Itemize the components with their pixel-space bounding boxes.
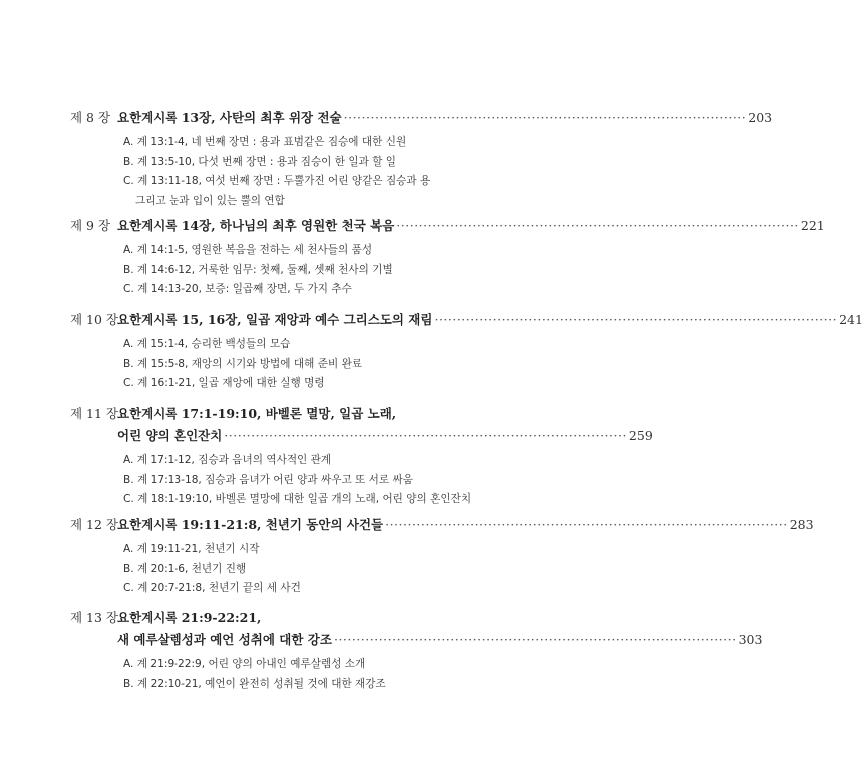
section-list	[123, 540, 460, 599]
page-number: 259	[628, 428, 653, 443]
chapter-8-entry	[70, 108, 773, 211]
chapter-title-line[interactable]	[117, 426, 653, 444]
chapter-number: 제 12 장	[70, 517, 119, 532]
section-item: A. 계 14:1-5, 영원한 복음을 전하는 세 천사들의 품성	[123, 244, 373, 256]
chapter-number: 제 11 장	[70, 406, 119, 421]
chapter-title: 어린 양의 혼인잔치	[117, 428, 223, 443]
section-list	[123, 451, 472, 510]
chapter-title-line1[interactable]: 요한계시록 17:1-19:10, 바벨론 멸망, 일곱 노래,	[117, 406, 397, 421]
section-item: C. 계 16:1-21, 일곱 재앙에 대한 실행 명령	[123, 377, 325, 389]
leader-dots: ··························································································	[333, 632, 737, 647]
section-list	[123, 133, 460, 211]
section-list	[123, 335, 460, 394]
section-item: A. 계 15:1-4, 승리한 백성들의 모습	[123, 338, 291, 350]
page-number: 221	[800, 218, 825, 233]
chapter-title-line1[interactable]: 요한계시록 21:9-22:21,	[117, 610, 262, 625]
leader-dots: ··························································································	[434, 312, 838, 327]
chapter-13-entry	[70, 608, 763, 694]
chapter-11-entry	[70, 404, 653, 510]
section-item: A. 계 19:11-21, 천년기 시작	[123, 543, 260, 555]
page-number: 203	[748, 110, 773, 125]
chapter-title: 요한계시록 19:11-21:8, 천년기 동안의 사건들	[117, 517, 384, 532]
section-item: A. 계 21:9-22:9, 어린 양의 아내인 예루살렘성 소개	[123, 658, 366, 670]
section-item: A. 계 17:1-12, 짐승과 음녀의 역사적인 관계	[123, 454, 332, 466]
chapter-12-entry	[70, 515, 814, 599]
chapter-number: 제 8 장	[70, 110, 111, 125]
chapter-title: 요한계시록 13장, 사탄의 최후 위장 전술	[117, 110, 342, 125]
leader-dots: ··························································································	[224, 428, 627, 443]
section-item: B. 계 20:1-6, 천년기 진행	[123, 562, 247, 575]
chapter-title-line[interactable]	[117, 630, 762, 648]
section-item: A. 계 13:1-4, 네 번째 장면 : 용과 표범같은 짐승에 대한 신원	[123, 136, 407, 148]
section-item: C. 계 20:7-21:8, 천년기 끝의 세 사건	[123, 582, 301, 594]
chapter-9-entry	[70, 216, 825, 300]
chapter-title-line[interactable]	[117, 310, 863, 328]
section-item-continuation: 그리고 눈과 입이 있는 뿔의 연합	[135, 194, 285, 207]
section-item: B. 계 13:5-10, 다섯 번째 장면 : 용과 짐승이 한 일과 할 일	[123, 155, 397, 168]
section-item: C. 계 14:13-20, 보증: 일곱째 장면, 두 가지 추수	[123, 283, 352, 295]
chapter-number: 제 13 장	[70, 610, 119, 625]
section-item: B. 계 14:6-12, 거룩한 임무: 첫째, 둘째, 셋째 천사의 기별	[123, 263, 393, 276]
chapter-number: 제 10 장	[70, 312, 119, 327]
leader-dots: ··························································································	[385, 517, 788, 532]
section-item: C. 계 13:11-18, 여섯 번째 장면 : 두뿔가진 어린 양같은 짐승과 용	[123, 175, 431, 187]
page-number: 303	[738, 632, 763, 647]
section-item: B. 계 17:13-18, 짐승과 음녀가 어린 양과 싸우고 또 서로 싸움	[123, 473, 413, 486]
section-item: B. 계 22:10-21, 예언이 완전히 성취될 것에 대한 재강조	[123, 677, 386, 690]
chapter-title-line[interactable]	[117, 515, 814, 533]
chapter-title: 새 예루살렘성과 예언 성취에 대한 강조	[117, 632, 332, 647]
section-list	[123, 655, 460, 694]
section-item: C. 계 18:1-19:10, 바벨론 멸망에 대한 일곱 개의 노래, 어린 양의 혼인잔치	[123, 493, 472, 505]
leader-dots: ··························································································	[396, 218, 799, 233]
chapter-title-line[interactable]	[117, 216, 825, 234]
section-list	[123, 241, 460, 300]
chapter-title: 요한계시록 15, 16장, 일곱 재앙과 예수 그리스도의 재림	[117, 312, 433, 327]
chapter-title-line[interactable]	[117, 108, 772, 126]
page-number: 241	[839, 312, 863, 327]
chapter-10-entry	[70, 310, 863, 394]
section-item: B. 계 15:5-8, 재앙의 시기와 방법에 대해 준비 완료	[123, 357, 363, 370]
leader-dots: ··························································································	[343, 110, 747, 125]
page-number: 283	[789, 517, 814, 532]
chapter-title: 요한계시록 14장, 하나님의 최후 영원한 천국 복음	[117, 218, 395, 233]
chapter-number: 제 9 장	[70, 218, 111, 233]
